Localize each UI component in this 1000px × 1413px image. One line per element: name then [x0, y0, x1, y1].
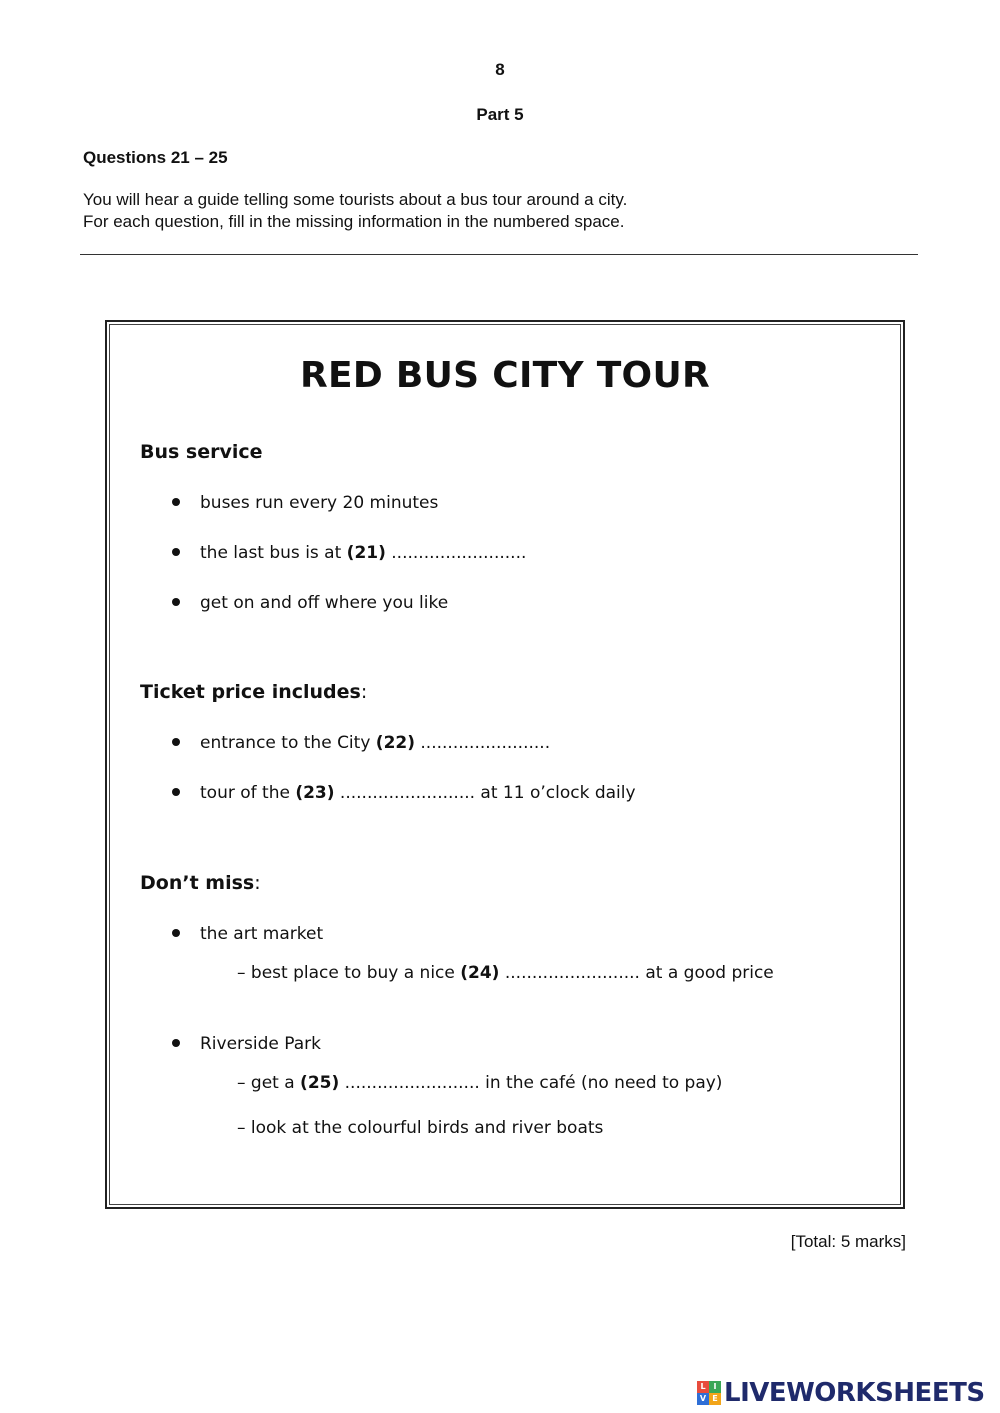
- dont-miss-item-art-market: the art market: [200, 924, 324, 944]
- header-divider: [80, 254, 918, 255]
- bullet-icon: [172, 1039, 180, 1047]
- bus-service-item-hop-on: get on and off where you like: [200, 593, 449, 613]
- section-heading-bus-service: Bus service: [140, 441, 263, 463]
- section-heading-ticket-price: [140, 681, 367, 703]
- question-number-23: (23): [295, 783, 335, 803]
- tour-title: RED BUS CITY TOUR: [299, 355, 711, 396]
- dont-miss-item-riverside-park: Riverside Park: [200, 1034, 322, 1054]
- answer-blank-23[interactable]: ......................... at 11 o’clock daily: [334, 783, 636, 803]
- item-text: – get a: [237, 1073, 301, 1093]
- question-number-25: (25): [300, 1073, 340, 1093]
- section-heading-dont-miss: [140, 872, 261, 894]
- logo-letter-v: V: [697, 1393, 709, 1405]
- heading-colon: :: [360, 681, 368, 703]
- answer-blank-25[interactable]: ......................... in the café (no need to pay): [339, 1073, 723, 1093]
- art-market-detail: [237, 963, 774, 983]
- liveworksheets-logo-text: LIVEWORKSHEETS: [724, 1378, 985, 1408]
- question-number-22: (22): [375, 733, 415, 753]
- part-title: Part 5: [476, 105, 524, 124]
- answer-blank-21[interactable]: .........................: [385, 543, 527, 563]
- question-number-21: (21): [346, 543, 386, 563]
- bullet-icon: [172, 929, 180, 937]
- logo-letter-i: I: [709, 1381, 721, 1393]
- heading-text: Don’t miss: [140, 872, 255, 894]
- ticket-item-tour: [200, 783, 636, 803]
- instruction-line-2: For each question, fill in the missing information in the numbered space.: [83, 212, 625, 231]
- item-text: – best place to buy a nice: [237, 963, 461, 983]
- bullet-icon: [172, 788, 180, 796]
- item-text: the last bus is at: [200, 543, 347, 563]
- questions-range: Questions 21 – 25: [83, 148, 228, 167]
- liveworksheets-logo-icon: [697, 1381, 721, 1405]
- answer-blank-24[interactable]: ......................... at a good price: [499, 963, 774, 983]
- bullet-icon: [172, 598, 180, 606]
- total-marks: [Total: 5 marks]: [790, 1232, 906, 1251]
- ticket-item-entrance: [200, 733, 550, 753]
- page-number: 8: [495, 60, 505, 79]
- bullet-icon: [172, 738, 180, 746]
- heading-colon: :: [254, 872, 261, 894]
- answer-blank-22[interactable]: ........................: [415, 733, 551, 753]
- logo-letter-e: E: [709, 1393, 721, 1405]
- bus-service-item-frequency: buses run every 20 minutes: [200, 493, 439, 513]
- question-number-24: (24): [460, 963, 500, 983]
- bullet-icon: [172, 548, 180, 556]
- item-text: tour of the: [200, 783, 296, 803]
- instruction-line-1: You will hear a guide telling some tourists about a bus tour around a city.: [83, 190, 628, 209]
- bus-service-item-last-bus: [200, 543, 526, 563]
- liveworksheets-logo[interactable]: [697, 1378, 985, 1408]
- riverside-park-detail-birds: – look at the colourful birds and river boats: [237, 1118, 604, 1138]
- item-text: entrance to the City: [200, 733, 376, 753]
- heading-text: Ticket price includes: [140, 681, 361, 703]
- riverside-park-detail-cafe: [237, 1073, 722, 1093]
- logo-letter-l: L: [697, 1381, 709, 1393]
- bullet-icon: [172, 498, 180, 506]
